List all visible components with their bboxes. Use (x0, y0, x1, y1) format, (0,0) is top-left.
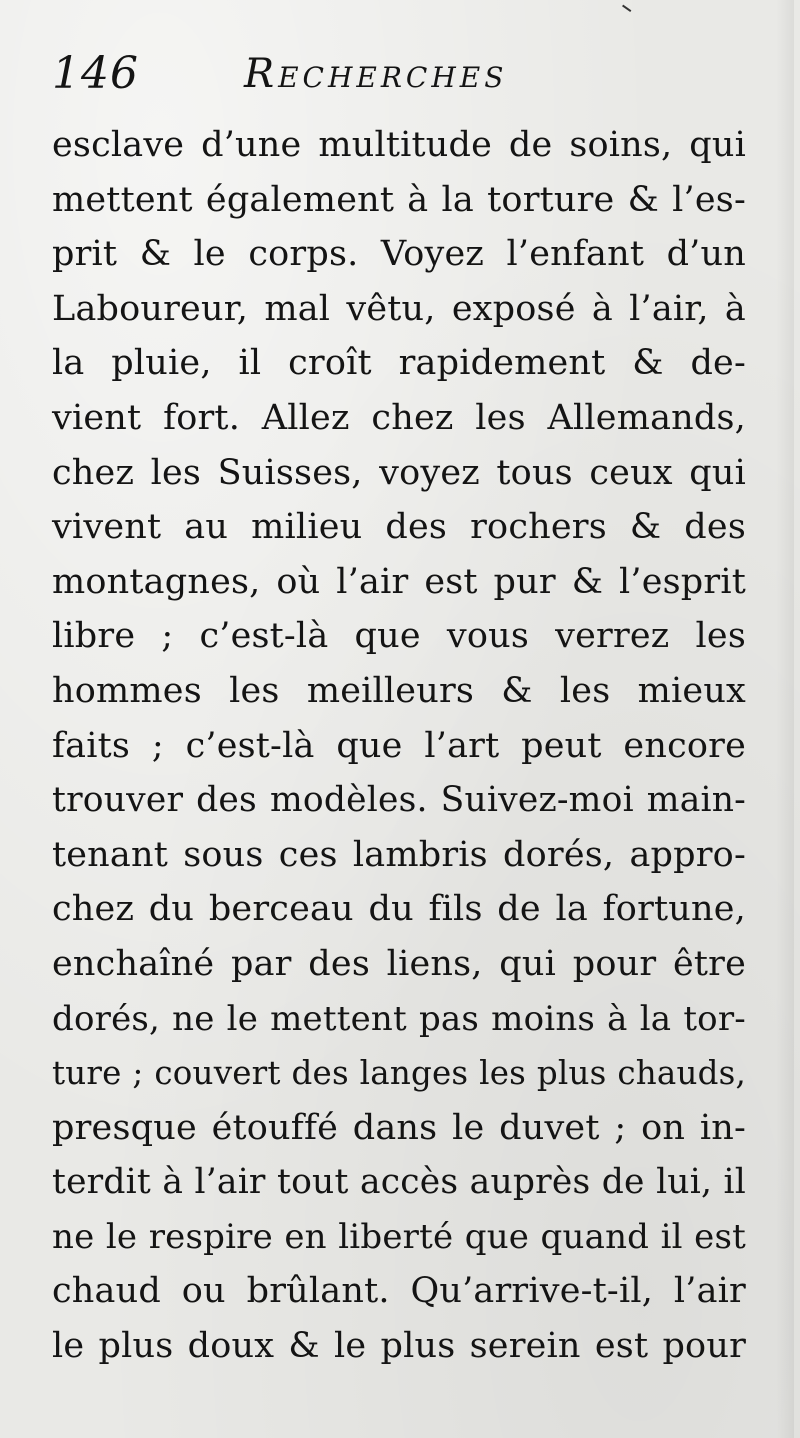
text-line: enchaîné par des liens, qui pour être (52, 943, 746, 984)
page-edge-mark (622, 0, 636, 12)
running-title: Recherches (244, 51, 508, 97)
text-line: prit & le corps. Voyez l’enfant d’un (52, 234, 746, 275)
page-shadow (776, 0, 794, 1438)
text-line: la pluie, il croît rapidement & de- (52, 343, 746, 384)
text-line: trouver des modèles. Suivez-moi main- (52, 780, 746, 821)
text-line: chaud ou brûlant. Qu’arrive-t-il, l’air (52, 1271, 746, 1312)
text-line: terdit à l’air tout accès auprès de lui, il (52, 1162, 746, 1203)
text-line: vivent au milieu des rochers & des (52, 507, 746, 548)
text-line: Laboureur, mal vêtu, exposé à l’air, à (52, 288, 746, 329)
text-line: faits ; c’est-là que l’art peut encore (52, 725, 746, 766)
text-line: ture ; couvert des langes les plus chauds, (52, 1054, 746, 1093)
text-line: hommes les meilleurs & les mieux (52, 670, 746, 711)
text-line: mettent également à la torture & l’es- (52, 179, 746, 220)
text-line: montagnes, où l’air est pur & l’esprit (52, 561, 746, 602)
running-head (52, 44, 752, 104)
text-line: vient fort. Allez chez les Allemands, (52, 397, 746, 438)
text-line: ne le respire en liberté que quand il est (52, 1216, 746, 1257)
text-line: esclave d’une multitude de soins, qui (52, 125, 746, 165)
text-line: chez du berceau du fils de la fortune, (52, 889, 746, 930)
body-text (52, 118, 746, 1374)
text-line: chez les Suisses, voyez tous ceux qui (52, 452, 746, 493)
text-line: dorés, ne le mettent pas moins à la tor- (52, 998, 746, 1039)
text-line: le plus doux & le plus serein est pour (52, 1326, 746, 1367)
page-number: 146 (52, 48, 139, 99)
text-line: presque étouffé dans le duvet ; on in- (52, 1107, 746, 1148)
text-line: tenant sous ces lambris dorés, appro- (52, 834, 746, 875)
text-line: libre ; c’est-là que vous verrez les (52, 616, 746, 657)
